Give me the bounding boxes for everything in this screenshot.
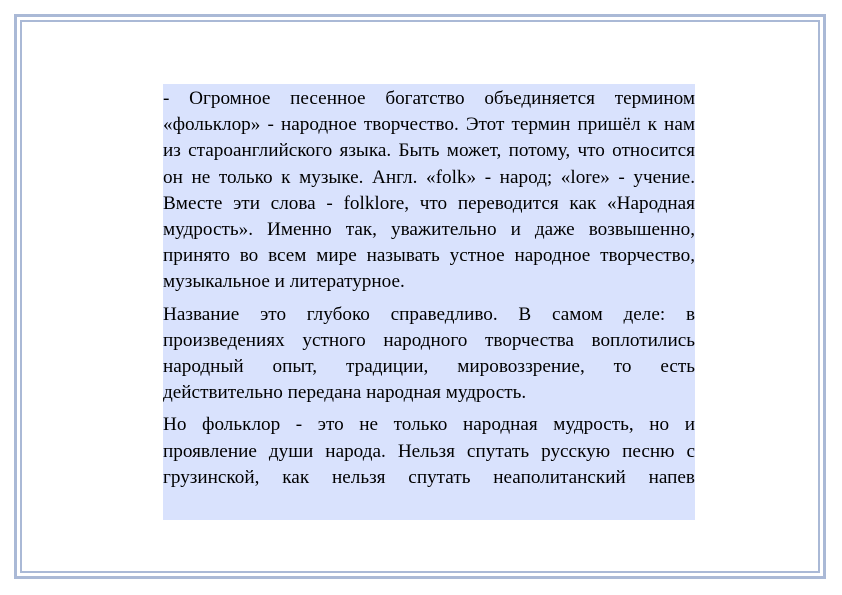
text-body xyxy=(163,84,695,520)
paragraph-folklore-definition: - Огромное песенное богатство объединяется термином «фольклор» - народное творчество. Этот термин пришёл к нам из староанглийского языка. Быть может, потому, что относится он не только к музыке. Англ. «folk» - народ; «lore» - учение. Вместе эти слова - folklore, что переводится как «Народная мудрость». Именно так, уважительно и даже возвышенно, принято во всем мире называть устное народное творчество, музыкальное и литературное. xyxy=(163,88,695,293)
paragraph-soul-of-people: Но фольклор - это не только народная мудрость, но и проявление души народа. Нельзя спутать русскую песню с грузинской, как нельзя спутать неаполитанский напев xyxy=(163,414,695,488)
paragraph-name-justification: Название это глубоко справедливо. В самом деле: в произведениях устного народного творчества воплотились народный опыт, традиции, мировоззрение, то есть действительно передана народная мудрость. xyxy=(163,303,695,404)
